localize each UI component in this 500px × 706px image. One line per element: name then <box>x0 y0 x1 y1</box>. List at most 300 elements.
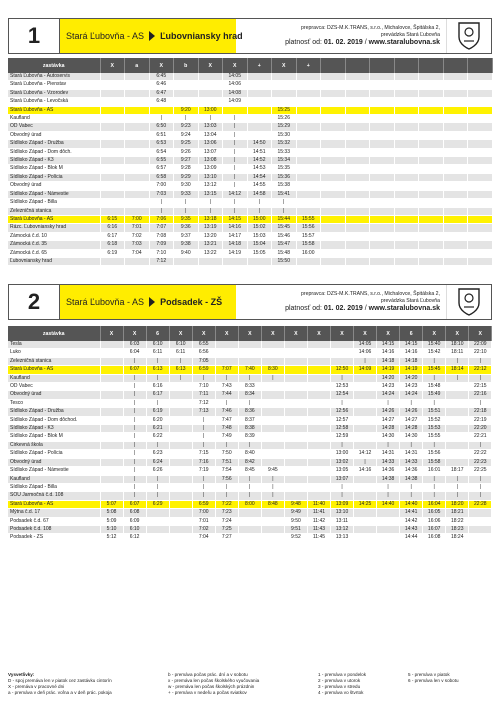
departure-time: 9:48 <box>284 500 307 508</box>
departure-time: 7:02 <box>125 232 150 240</box>
departure-time: 7:44 <box>215 391 238 399</box>
departure-time <box>100 131 125 139</box>
website-link[interactable]: www.staralubovna.sk <box>368 305 440 313</box>
table-row <box>8 341 492 349</box>
departure-time <box>284 366 307 374</box>
departure-time: 18:22 <box>446 517 469 525</box>
legend-item: 1 - premáva v pondelok <box>318 672 367 677</box>
departure-time <box>261 450 284 458</box>
departure-time <box>169 509 192 517</box>
stop-name: Zámocká č.d. 35 <box>8 241 100 249</box>
arrow-right-icon <box>149 297 155 307</box>
departure-time: 11:40 <box>307 500 330 508</box>
stop-name: Podsadek - ZŠ <box>8 534 100 542</box>
departure-time <box>443 224 468 232</box>
departure-time: 14:33 <box>377 458 400 466</box>
departure-time: 15:48 <box>423 383 446 391</box>
city-logo-icon <box>446 285 491 319</box>
departure-time: 7:25 <box>215 525 238 533</box>
departure-time: | <box>377 483 400 491</box>
departure-time <box>100 341 123 349</box>
departure-time <box>468 106 493 114</box>
departure-time: 13:19 <box>198 224 223 232</box>
stop-name: Tesla <box>8 341 100 349</box>
legend <box>8 672 492 696</box>
departure-time <box>321 182 346 190</box>
departure-time <box>321 165 346 173</box>
departure-time: 13:10 <box>330 509 353 517</box>
departure-time <box>284 341 307 349</box>
departure-time: 5:12 <box>100 534 123 542</box>
departure-time <box>100 165 125 173</box>
departure-time <box>238 509 261 517</box>
departure-time: 15:33 <box>272 148 297 156</box>
departure-time: 6:15 <box>100 215 125 223</box>
departure-time <box>394 89 419 97</box>
departure-time: 9:30 <box>174 182 199 190</box>
stop-name: Mýtna č.d. 17 <box>8 509 100 517</box>
departure-time <box>321 241 346 249</box>
departure-time <box>321 190 346 198</box>
stop-name: Kaufland <box>8 374 100 382</box>
departure-time: 6:23 <box>146 450 169 458</box>
departure-time: 14:16 <box>223 224 248 232</box>
departure-time: 6:07 <box>123 500 146 508</box>
departure-time: | <box>146 475 169 483</box>
departure-time <box>394 123 419 131</box>
departure-time <box>370 123 395 131</box>
departure-time <box>223 106 248 114</box>
departure-time: 6:03 <box>123 341 146 349</box>
departure-time <box>284 458 307 466</box>
table-row <box>8 383 492 391</box>
departure-time <box>345 115 370 123</box>
departure-time <box>307 366 330 374</box>
departure-time: | <box>223 157 248 165</box>
service-column-header: X <box>215 326 238 341</box>
departure-time: 9:49 <box>284 509 307 517</box>
departure-time: | <box>223 207 248 215</box>
table-row <box>8 224 492 232</box>
departure-time <box>468 73 493 81</box>
departure-time: 7:05 <box>192 357 215 365</box>
service-column-header: + <box>296 58 321 73</box>
departure-time <box>394 157 419 165</box>
departure-time: 7:07 <box>215 366 238 374</box>
service-column-header: + <box>247 58 272 73</box>
departure-time: | <box>169 357 192 365</box>
departure-time <box>125 89 150 97</box>
departure-time: 6:07 <box>123 366 146 374</box>
departure-time: | <box>149 199 174 207</box>
departure-time <box>394 199 419 207</box>
departure-time: | <box>146 399 169 407</box>
departure-time <box>468 182 493 190</box>
departure-time: 6:55 <box>192 341 215 349</box>
departure-time <box>345 249 370 257</box>
departure-time <box>321 215 346 223</box>
departure-time: 9:35 <box>174 215 199 223</box>
website-link[interactable]: www.staralubovna.sk <box>368 39 440 47</box>
departure-time: 14:19 <box>400 366 423 374</box>
table-row <box>8 475 492 483</box>
departure-time: 8:45 <box>238 467 261 475</box>
departure-time <box>100 366 123 374</box>
departure-time <box>354 534 377 542</box>
stop-name: Sídlisko Západ - K3 <box>8 425 100 433</box>
departure-time <box>296 115 321 123</box>
departure-time: 22:12 <box>469 366 492 374</box>
departure-time: 18:14 <box>446 366 469 374</box>
route-number: 1 <box>9 19 60 53</box>
departure-time: 14:52 <box>247 157 272 165</box>
departure-time <box>468 140 493 148</box>
departure-time <box>345 241 370 249</box>
departure-time <box>419 241 444 249</box>
departure-time <box>394 224 419 232</box>
departure-time <box>169 425 192 433</box>
table-row <box>8 425 492 433</box>
departure-time <box>321 140 346 148</box>
departure-time: 14:27 <box>377 416 400 424</box>
departure-time: 14:42 <box>400 517 423 525</box>
table-row <box>8 349 492 357</box>
departure-time: | <box>377 441 400 449</box>
departure-time <box>100 416 123 424</box>
departure-time <box>100 140 125 148</box>
departure-time <box>296 257 321 265</box>
departure-time <box>169 408 192 416</box>
departure-time <box>307 475 330 483</box>
departure-time <box>354 492 377 500</box>
departure-time: 14:41 <box>400 509 423 517</box>
departure-time: 8:39 <box>238 433 261 441</box>
departure-time: | <box>423 399 446 407</box>
departure-time: | <box>123 391 146 399</box>
departure-time: | <box>198 115 223 123</box>
departure-time: 7:10 <box>149 249 174 257</box>
departure-time <box>394 115 419 123</box>
departure-time: 22:10 <box>469 349 492 357</box>
departure-time <box>443 249 468 257</box>
departure-time <box>443 173 468 181</box>
departure-time: 11:43 <box>307 525 330 533</box>
departure-time <box>321 106 346 114</box>
departure-time: | <box>123 425 146 433</box>
departure-time: 7:12 <box>149 257 174 265</box>
departure-time: 14:24 <box>400 391 423 399</box>
departure-time <box>330 341 353 349</box>
departure-time <box>370 131 395 139</box>
departure-time <box>261 458 284 466</box>
departure-time <box>284 349 307 357</box>
stop-name: Zámocká č.d. 10 <box>8 232 100 240</box>
departure-time <box>247 106 272 114</box>
departure-time: 6:10 <box>146 341 169 349</box>
departure-time <box>100 391 123 399</box>
departure-time <box>247 115 272 123</box>
departure-time <box>296 207 321 215</box>
departure-time <box>443 157 468 165</box>
departure-time <box>354 475 377 483</box>
departure-time <box>394 148 419 156</box>
service-column-header: X <box>100 58 125 73</box>
service-column-header: X <box>261 326 284 341</box>
valid-label: platnosť od: <box>285 305 322 313</box>
stop-name: Obvodný úrad <box>8 458 100 466</box>
departure-time <box>345 123 370 131</box>
departure-time <box>146 534 169 542</box>
departure-time: | <box>238 483 261 491</box>
departure-time <box>443 140 468 148</box>
departure-time: | <box>261 492 284 500</box>
departure-time: 9:27 <box>174 157 199 165</box>
departure-time <box>307 492 330 500</box>
departure-time <box>443 148 468 156</box>
departure-time: 13:00 <box>330 450 353 458</box>
departure-time: 16:04 <box>423 500 446 508</box>
departure-time: | <box>146 492 169 500</box>
departure-time: | <box>261 475 284 483</box>
departure-time <box>370 182 395 190</box>
departure-time <box>247 131 272 139</box>
departure-time <box>443 215 468 223</box>
legend-item: 4 - premáva vo štvrtok <box>318 690 364 695</box>
departure-time: 14:55 <box>247 182 272 190</box>
departure-time: 7:12 <box>192 399 215 407</box>
departure-time <box>238 534 261 542</box>
stop-name: Tesco <box>8 399 100 407</box>
departure-time <box>100 399 123 407</box>
table-row <box>8 441 492 449</box>
departure-time: 14:08 <box>223 89 248 97</box>
departure-time: 6:50 <box>149 123 174 131</box>
valid-date: 01. 02. 2019 <box>323 39 363 47</box>
departure-time <box>125 81 150 89</box>
departure-time: | <box>123 475 146 483</box>
departure-time: | <box>469 441 492 449</box>
departure-time: 7:03 <box>149 190 174 198</box>
departure-time: | <box>446 492 469 500</box>
departure-time: 16:05 <box>423 509 446 517</box>
departure-time: | <box>247 199 272 207</box>
stop-name: Kaufland <box>8 115 100 123</box>
departure-time <box>125 165 150 173</box>
departure-time <box>238 517 261 525</box>
departure-time <box>125 98 150 106</box>
departure-time <box>321 123 346 131</box>
departure-time <box>468 232 493 240</box>
departure-time <box>394 207 419 215</box>
departure-time: 14:33 <box>400 458 423 466</box>
departure-time <box>169 450 192 458</box>
departure-time <box>321 115 346 123</box>
table-row <box>8 450 492 458</box>
departure-time: 15:49 <box>423 391 446 399</box>
departure-time <box>345 148 370 156</box>
departure-time: | <box>223 148 248 156</box>
departure-time <box>174 73 199 81</box>
departure-time <box>321 131 346 139</box>
departure-time <box>345 224 370 232</box>
departure-time <box>468 241 493 249</box>
departure-time: | <box>446 475 469 483</box>
departure-time: 7:00 <box>149 182 174 190</box>
departure-time <box>419 140 444 148</box>
departure-time: 5:07 <box>100 500 123 508</box>
stop-name: Stará Ľubovňa - Autoservis <box>8 73 100 81</box>
departure-time: 14:15 <box>223 215 248 223</box>
departure-time: 6:10 <box>123 525 146 533</box>
departure-time: | <box>192 441 215 449</box>
departure-time <box>370 115 395 123</box>
departure-time <box>419 215 444 223</box>
departure-time <box>419 131 444 139</box>
departure-time: 6:10 <box>169 341 192 349</box>
departure-time: 14:27 <box>400 416 423 424</box>
stop-name: Podsadek č.d. 108 <box>8 525 100 533</box>
departure-time <box>443 106 468 114</box>
departure-time: 18:24 <box>446 534 469 542</box>
stop-name: Sídlisko Západ - Billa <box>8 199 100 207</box>
departure-time: | <box>123 357 146 365</box>
departure-time <box>284 357 307 365</box>
departure-time: | <box>223 173 248 181</box>
departure-time <box>321 157 346 165</box>
stop-name: Sídlisko Západ - K3 <box>8 157 100 165</box>
departure-time <box>419 106 444 114</box>
departure-time: 15:58 <box>423 458 446 466</box>
departure-time <box>370 199 395 207</box>
departure-time <box>100 123 125 131</box>
departure-time: 9:52 <box>284 534 307 542</box>
service-column-header <box>443 58 468 73</box>
departure-time: 22:23 <box>469 458 492 466</box>
service-column-header <box>321 58 346 73</box>
departure-time: 8:42 <box>238 458 261 466</box>
departure-time <box>468 215 493 223</box>
departure-time <box>377 517 400 525</box>
departure-time: 7:48 <box>215 425 238 433</box>
departure-time <box>394 106 419 114</box>
stop-name: Sídlisko Západ - Polícia <box>8 450 100 458</box>
departure-time: 15:52 <box>423 416 446 424</box>
departure-time: 8:37 <box>238 416 261 424</box>
departure-time <box>443 165 468 173</box>
departure-time <box>100 349 123 357</box>
departure-time <box>169 534 192 542</box>
table-row <box>8 207 492 215</box>
table-row <box>8 199 492 207</box>
departure-time: 6:12 <box>123 534 146 542</box>
stop-name: Sídlisko Západ - Billa <box>8 483 100 491</box>
departure-time: 14:16 <box>400 349 423 357</box>
departure-time: | <box>423 483 446 491</box>
stop-name: Stará Ľubovňa - Vzorodev <box>8 89 100 97</box>
departure-time <box>468 115 493 123</box>
departure-time: | <box>174 207 199 215</box>
departure-time: 7:23 <box>215 509 238 517</box>
departure-time <box>125 257 150 265</box>
departure-time: 6:48 <box>149 98 174 106</box>
departure-time: | <box>123 492 146 500</box>
table-row <box>8 357 492 365</box>
departure-time: 8:40 <box>238 450 261 458</box>
departure-time <box>419 98 444 106</box>
departure-time: 15:56 <box>423 450 446 458</box>
departure-time <box>345 140 370 148</box>
route-info <box>236 19 446 53</box>
departure-time <box>307 341 330 349</box>
service-column-header: 6 <box>146 326 169 341</box>
departure-time: 6:51 <box>149 131 174 139</box>
service-column-header: 6 <box>400 326 423 341</box>
departure-time: 15:55 <box>296 215 321 223</box>
departure-time: 14:25 <box>354 500 377 508</box>
departure-time: 9:26 <box>174 148 199 156</box>
departure-time <box>468 148 493 156</box>
stop-name: Luko <box>8 349 100 357</box>
departure-time <box>296 190 321 198</box>
service-column-header: X <box>377 326 400 341</box>
departure-time <box>307 458 330 466</box>
departure-time: | <box>261 374 284 382</box>
departure-time <box>345 232 370 240</box>
departure-time: | <box>423 374 446 382</box>
departure-time <box>296 73 321 81</box>
departure-time <box>354 399 377 407</box>
departure-time: 14:36 <box>400 467 423 475</box>
departure-time <box>125 157 150 165</box>
departure-time <box>296 148 321 156</box>
departure-time: | <box>261 483 284 491</box>
departure-time: 6:20 <box>146 416 169 424</box>
departure-time <box>296 98 321 106</box>
departure-time: 13:18 <box>198 215 223 223</box>
departure-time: | <box>377 492 400 500</box>
legend-col-3 <box>318 672 408 696</box>
departure-time: 9:37 <box>174 232 199 240</box>
route-1-timetable <box>8 58 493 266</box>
departure-time <box>394 232 419 240</box>
departure-time <box>345 131 370 139</box>
departure-time: 14:31 <box>400 450 423 458</box>
departure-time <box>446 391 469 399</box>
table-row <box>8 391 492 399</box>
departure-time <box>345 73 370 81</box>
table-row <box>8 115 492 123</box>
departure-time <box>419 165 444 173</box>
departure-time: | <box>123 458 146 466</box>
departure-time <box>370 165 395 173</box>
stop-name: Sídlisko Západ - Polícia <box>8 173 100 181</box>
departure-time: 8:38 <box>238 425 261 433</box>
departure-time: 15:41 <box>272 190 297 198</box>
departure-time <box>296 157 321 165</box>
departure-time <box>443 98 468 106</box>
departure-time <box>321 232 346 240</box>
departure-time <box>100 433 123 441</box>
departure-time <box>247 81 272 89</box>
departure-time: 14:09 <box>223 98 248 106</box>
departure-time <box>394 173 419 181</box>
departure-time: | <box>469 492 492 500</box>
departure-time: 18:17 <box>446 467 469 475</box>
departure-time: 13:10 <box>198 173 223 181</box>
departure-time <box>125 199 150 207</box>
departure-time <box>345 215 370 223</box>
departure-time: 7:04 <box>192 534 215 542</box>
